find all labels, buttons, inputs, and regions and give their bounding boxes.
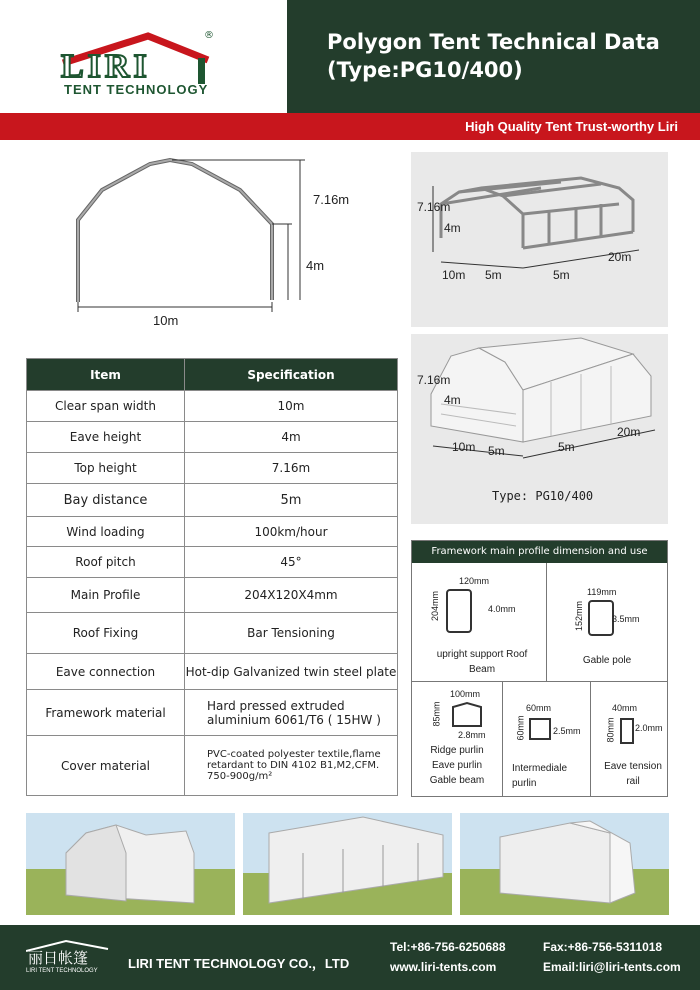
frame-bay1-label: 5m (485, 268, 502, 282)
covered-bay2-label: 5m (558, 440, 575, 454)
spec-cell: Bar Tensioning (185, 613, 398, 654)
spec-header-row (27, 359, 398, 391)
profile-1-thickness: 4.0mm (488, 604, 516, 614)
profile-1-height: 204mm (430, 590, 441, 622)
tent-render-2 (243, 813, 452, 915)
profile-100-icon (450, 701, 484, 729)
profile-4-width: 60mm (526, 703, 552, 713)
front-height-label: 7.16m (313, 192, 350, 207)
spec-cell: Hot-dip Galvanized twin steel plate (185, 654, 398, 690)
profile-1-width: 120mm (459, 576, 490, 586)
front-elevation-drawing (60, 150, 390, 340)
spec-cell: 45° (185, 547, 398, 578)
item-cell: Wind loading (27, 517, 185, 547)
framework-title: Framework main profile dimension and use (412, 541, 667, 563)
item-cell: Roof pitch (27, 547, 185, 578)
spec-cell: 100km/hour (185, 517, 398, 547)
table-row (27, 453, 398, 484)
type-label: Type: PG10/400 (492, 489, 594, 503)
spec-cell: 7.16m (185, 453, 398, 484)
item-cell: Roof Fixing (27, 613, 185, 654)
footer-fax: Fax:+86-756-5311018 (543, 940, 663, 954)
divider (412, 681, 667, 682)
covered-height-label: 7.16m (417, 373, 451, 387)
profile-5-width: 40mm (612, 703, 638, 713)
item-cell: Clear span width (27, 391, 185, 422)
tent-render-2-image (243, 813, 452, 915)
profile-4-thickness: 2.5mm (553, 726, 581, 736)
front-eave-label: 4m (306, 258, 325, 273)
footer-email-link[interactable]: Email:liri@liri-tents.com (543, 960, 681, 974)
item-cell: Cover material (27, 736, 185, 796)
spec-cell: PVC-coated polyester textile,flame retardant to DIN 4102 B1,M2,CFM. 750-900g/m² (185, 736, 398, 796)
footer-website-link[interactable]: www.liri-tents.com (390, 960, 497, 974)
footer-cn-name: 丽日帐篷 (28, 950, 89, 967)
frame-width-label: 10m (442, 268, 466, 282)
frame-length-label: 20m (608, 250, 632, 264)
table-row (27, 547, 398, 578)
profile-40-icon (619, 717, 635, 745)
profile-2-height: 152mm (574, 600, 585, 632)
footer-logo-sub: LIRI TENT TECHNOLOGY (26, 968, 98, 974)
header-spec: Specification (185, 359, 398, 391)
header-logo-area (0, 0, 287, 113)
frame-perspective-drawing (411, 152, 668, 327)
profile-5-thickness: 2.0mm (635, 723, 663, 733)
table-row (27, 736, 398, 796)
frame-eave-label: 4m (444, 221, 461, 235)
profile-3-use: Ridge purlin Eave purlin Gable beam (429, 745, 485, 786)
divider (590, 681, 591, 797)
profile-3-height: 85mm (431, 701, 442, 727)
table-row (27, 422, 398, 453)
tent-render-3 (460, 813, 669, 915)
footer-company: LIRI TENT TECHNOLOGY CO.，LTD (128, 956, 350, 971)
item-cell: Top height (27, 453, 185, 484)
table-row (27, 654, 398, 690)
profile-2-thickness: 3.5mm (612, 614, 640, 624)
frame-bay2-label: 5m (553, 268, 570, 282)
header-title-area (287, 0, 700, 113)
item-cell: Framework material (27, 690, 185, 736)
profile-4-use: Intermediale purlin (512, 763, 568, 789)
covered-bay1-label: 5m (488, 444, 505, 458)
divider (502, 681, 503, 797)
profile-5-height: 80mm (605, 717, 616, 743)
frame-perspective-panel (411, 152, 668, 327)
page-title: Polygon Tent Technical Data (327, 30, 660, 54)
divider (546, 563, 547, 681)
tent-render-1-image (26, 813, 235, 915)
spec-cell: 204X120X4mm (185, 578, 398, 613)
table-row (27, 690, 398, 736)
spec-cell: Hard pressed extruded aluminium 6061/T6 ( 15HW ) (185, 690, 398, 736)
spec-cell: 10m (185, 391, 398, 422)
frame-height-label: 7.16m (417, 200, 451, 214)
header-item: Item (27, 359, 185, 391)
spec-table (26, 358, 398, 796)
logo-subtitle: TENT TECHNOLOGY (64, 82, 209, 97)
covered-width-label: 10m (452, 440, 476, 454)
item-cell: Eave connection (27, 654, 185, 690)
item-cell: Bay distance (27, 484, 185, 517)
item-cell: Main Profile (27, 578, 185, 613)
spec-cell: 5m (185, 484, 398, 517)
table-row (27, 484, 398, 517)
profile-204-icon (444, 587, 474, 635)
item-cell: Eave height (27, 422, 185, 453)
tent-render-3-image (460, 813, 669, 915)
slogan: High Quality Tent Trust-worthy Liri (465, 119, 678, 134)
logo-text: LIRI (61, 48, 151, 85)
table-row (27, 578, 398, 613)
table-row (27, 391, 398, 422)
covered-length-label: 20m (617, 425, 641, 439)
profile-1-use-a: upright support Roof Beam (436, 649, 528, 675)
table-row (27, 517, 398, 547)
profile-5-use: Eave tension rail (604, 761, 662, 787)
footer (0, 925, 700, 990)
table-row (27, 613, 398, 654)
profile-3-thickness: 2.8mm (458, 730, 486, 740)
footer-tel: Tel:+86-756-6250688 (390, 940, 506, 954)
spec-cell: 4m (185, 422, 398, 453)
profile-2-use: Gable pole (582, 655, 632, 666)
profile-3-width: 100mm (450, 689, 481, 699)
tent-render-1 (26, 813, 235, 915)
front-span-label: 10m (153, 313, 179, 328)
covered-eave-label: 4m (444, 393, 461, 407)
profile-2-width: 119mm (587, 587, 617, 597)
registered-mark: ® (204, 30, 214, 41)
profile-4-height: 60mm (515, 715, 526, 741)
page-subtitle: (Type:PG10/400) (327, 58, 523, 82)
profile-60-icon (528, 717, 552, 741)
framework-profile-box (411, 540, 668, 797)
